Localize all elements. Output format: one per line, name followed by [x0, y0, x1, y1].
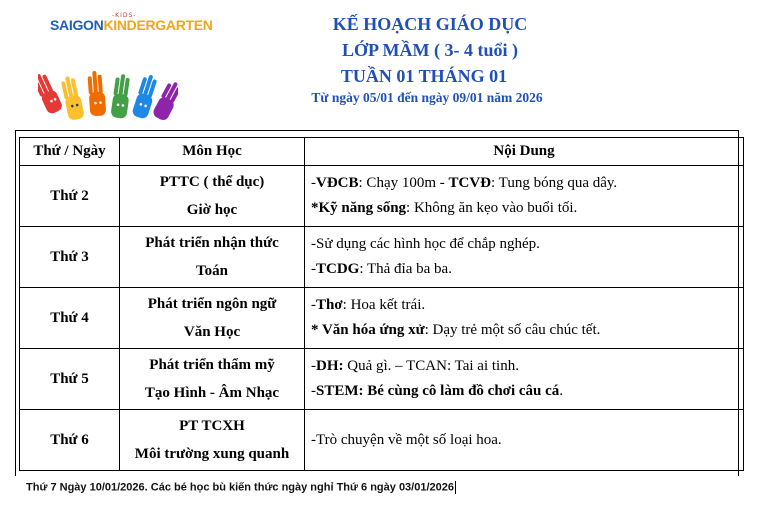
content-keyword: * Văn hóa ứng xử	[311, 322, 425, 338]
week-label: TUẦN 01 THÁNG 01	[340, 66, 508, 86]
content-line	[311, 428, 743, 453]
footer-note[interactable]	[26, 481, 456, 494]
content-text: -Sử dụng các hình học để chắp nghép.	[311, 236, 540, 252]
content-cell	[305, 166, 744, 227]
table-row	[20, 410, 744, 471]
hand-green	[110, 73, 132, 119]
logo-name-part2: KINDERGARTEN	[103, 17, 213, 33]
content-line	[311, 354, 743, 379]
content-line	[311, 293, 743, 318]
content-keyword: TCVĐ	[448, 175, 492, 191]
school-logo	[50, 12, 213, 36]
content-line	[311, 318, 743, 343]
table-row	[20, 349, 744, 410]
content-cell	[305, 288, 744, 349]
content-line	[311, 232, 743, 257]
subject-name: Phát triển nhận thức	[145, 235, 279, 251]
content-text: -	[311, 297, 316, 313]
subject-cell	[120, 410, 305, 471]
content-text: Quả gì. – TCAN: Tai ai tinh.	[343, 358, 519, 374]
subject-sub: Văn Học	[183, 324, 241, 340]
table-header-row	[20, 138, 744, 166]
class-name: LỚP MẦM ( 3- 4 tuổi )	[342, 40, 518, 60]
content-text: : Tung bóng qua dây.	[491, 175, 618, 191]
content-cell	[305, 410, 744, 471]
table-row	[20, 288, 744, 349]
content-keyword: *Kỹ năng sống	[311, 200, 407, 216]
hand-yellow	[60, 75, 85, 121]
footer-text: Thứ 7 Ngày 10/01/2026. Các bé học bù kiến thức ngày nghỉ Thứ 6 ngày 03/01/2026	[26, 481, 454, 494]
content-line	[311, 257, 743, 282]
table-row	[20, 166, 744, 227]
subject-sub: Giờ học	[186, 202, 238, 218]
logo-name-part1: SAIGON	[50, 17, 104, 33]
subject-cell	[120, 288, 305, 349]
subject-sub: Môi trường xung quanh	[134, 446, 290, 462]
subject-name: Phát triển thẩm mỹ	[149, 357, 275, 373]
logo-name	[50, 17, 213, 33]
subject-cell	[120, 166, 305, 227]
content-text: -	[311, 383, 316, 399]
content-text: : Hoa kết trái.	[342, 297, 426, 313]
painted-hands-illustration	[38, 60, 178, 128]
content-line	[311, 379, 743, 404]
table-row	[20, 227, 744, 288]
content-text: -	[311, 261, 316, 277]
lesson-plan-table	[19, 137, 744, 471]
content-cell	[305, 349, 744, 410]
content-text: -	[311, 175, 316, 191]
content-keyword: DH:	[316, 358, 344, 374]
header-content: Nội Dung	[305, 138, 744, 166]
content-text: : Dạy trẻ một số câu chúc tết.	[424, 322, 601, 338]
subject-sub: Toán	[196, 263, 228, 279]
content-text: : Không ăn kẹo vào buổi tối.	[406, 200, 578, 216]
subject-name: Phát triển ngôn ngữ	[147, 296, 277, 312]
subject-sub: Tạo Hình - Âm Nhạc	[144, 385, 280, 401]
content-line	[311, 196, 743, 221]
hand-purple	[151, 79, 178, 122]
content-text: : Chạy 100m -	[358, 175, 449, 191]
content-text: : Thả đỉa ba ba.	[359, 261, 452, 277]
day-cell: Thứ 6	[20, 410, 120, 471]
subject-cell	[120, 349, 305, 410]
subject-name: PTTC ( thể dục)	[159, 174, 265, 190]
content-keyword: Thơ	[316, 297, 343, 313]
page-title: KẾ HOẠCH GIÁO DỤC	[332, 14, 528, 34]
day-cell: Thứ 5	[20, 349, 120, 410]
subject-cell	[120, 227, 305, 288]
hand-red	[38, 70, 64, 115]
content-keyword: STEM: Bé cùng cô làm đồ chơi câu cá	[316, 383, 560, 399]
content-keyword: VĐCB	[316, 175, 359, 191]
content-keyword: TCDG	[316, 261, 360, 277]
content-cell	[305, 227, 744, 288]
content-text: .	[559, 383, 564, 399]
subject-name: PT TCXH	[179, 418, 245, 434]
content-line	[311, 171, 743, 196]
content-text: -	[311, 358, 316, 374]
text-cursor	[455, 481, 456, 494]
day-cell: Thứ 2	[20, 166, 120, 227]
day-cell: Thứ 4	[20, 288, 120, 349]
date-range: Từ ngày 05/01 đến ngày 09/01 năm 2026	[311, 90, 543, 105]
hand-orange	[87, 70, 106, 116]
day-cell: Thứ 3	[20, 227, 120, 288]
header-subject: Môn Học	[120, 138, 305, 166]
logo-tagline: -KIDS-	[112, 12, 137, 19]
content-text: -Trò chuyện về một số loại hoa.	[311, 431, 502, 448]
header-day: Thứ / Ngày	[20, 138, 120, 166]
